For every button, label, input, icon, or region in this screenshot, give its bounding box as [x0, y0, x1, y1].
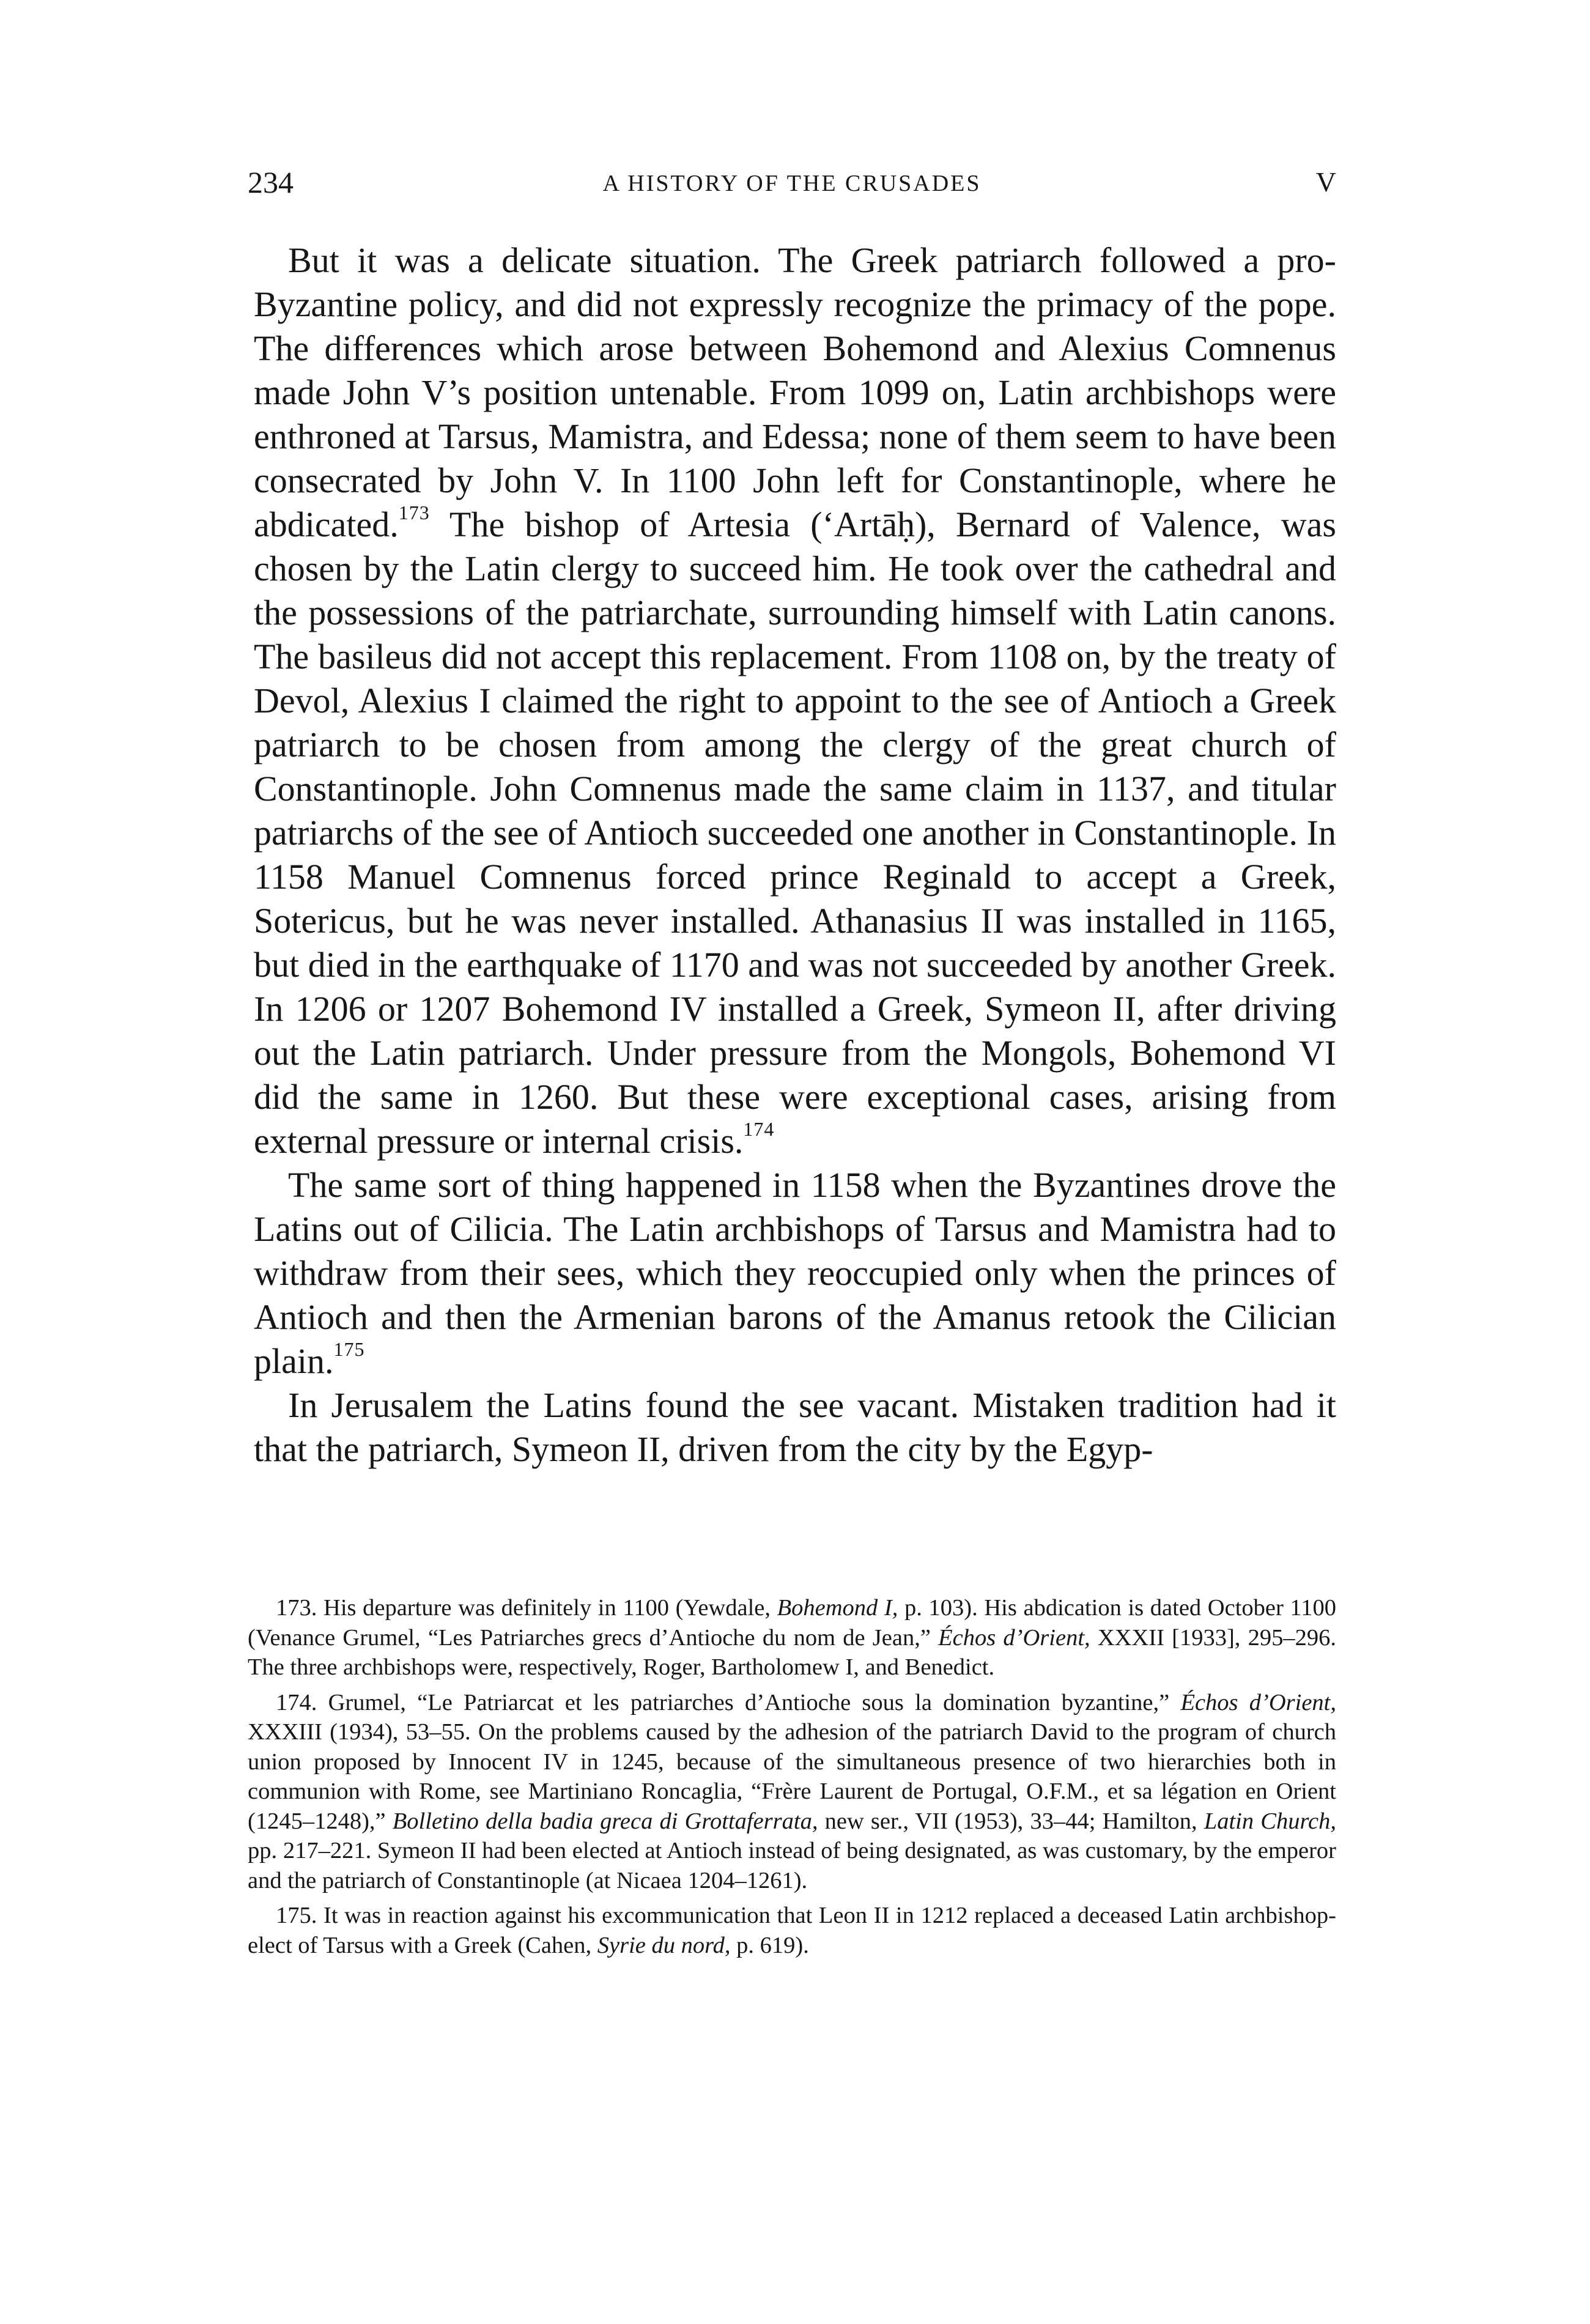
footnote-ref[interactable]: 175	[333, 1338, 365, 1360]
volume-number: V	[1315, 166, 1336, 198]
footnote-text: XXXIII (1934), 53–55. On the problems caused by the adhesion of the patriarch David to the program of church union proposed by Innocent IV in 1245, because of the simultaneous presence of two hierarchies both in communion with Rome, see Martiniano Roncaglia, “Frère Laurent de Portugal, O.F.M., et sa légation en Orient (1245–1248),”	[248, 1719, 1336, 1834]
footnote-text: new ser., VII (1953), 33–44; Hamilton,	[818, 1808, 1204, 1834]
citation-title: Latin Church,	[1204, 1808, 1336, 1834]
paragraph-text: The bishop of Artesia (‘Artāḥ), Bernard of Valence, was chosen by the Latin clergy to succeed him. He took over the cathedral and the possessions of the patriarchate, surrounding himself with Latin canons. The basileus did not accept this replacement. From 1108 on, by the treaty of Devol, Alexius I claimed the right to appoint to the see of Antioch a Greek patriarch to be chosen from among the clergy of the great church of Constantinople. John Comnenus made the same claim in 1137, and titular patriarchs of the see of Antioch succeeded one another in Constantinople. In 1158 Manuel Comnenus forced prince Reginald to accept a Greek, Sotericus, but he was never installed. Athanasius II was installed in 1165, but died in the earthquake of 1170 and was not succeeded by another Greek. In 1206 or 1207 Bohemond IV installed a Greek, Symeon II, after driving out the Latin patriarch. Under pressure from the Mongols, Bohemond VI did the same in 1260. But these were exceptional cases, arising from external pressure or internal crisis.	[254, 505, 1336, 1161]
footnote-175	[248, 1901, 1336, 1960]
footnote-174	[248, 1688, 1336, 1896]
main-text	[254, 239, 1336, 1471]
footnote-173	[248, 1593, 1336, 1682]
footnote-ref[interactable]: 173	[398, 501, 430, 524]
page-number: 234	[248, 165, 294, 199]
citation-title: Échos d’Orient,	[938, 1624, 1090, 1651]
citation-title: Syrie du nord,	[597, 1932, 731, 1958]
footnote-text: p. 103). His abdication is dated October 1100 (Venance Grumel, “Les Patriarches grecs d’Antioche du nom de Jean,”	[248, 1595, 1337, 1651]
footnotes	[248, 1593, 1336, 1966]
citation-title: Bohemond I,	[777, 1595, 898, 1621]
footnote-text: 174. Grumel, “Le Patriarcat et les patriarches d’Antioche sous la domination byzantine,”	[276, 1689, 1181, 1715]
paragraph-text: In Jerusalem the Latins found the see vacant. Mistaken tradition had it that the patriarch, Symeon II, driven from the city by the Egyp-	[254, 1385, 1336, 1469]
running-title: A HISTORY OF THE CRUSADES	[602, 171, 982, 196]
footnote-text: 175. It was in reaction against his excommunication that Leon II in 1212 replaced a deceased Latin archbishop-elect of Tarsus with a Greek (Cahen,	[248, 1903, 1336, 1958]
citation-title: Échos d’Orient,	[1180, 1689, 1336, 1715]
footnote-text: 173. His departure was definitely in 1100 (Yewdale,	[276, 1595, 777, 1621]
footnote-text: p. 619).	[730, 1932, 809, 1958]
footnote-ref[interactable]: 174	[743, 1118, 775, 1140]
paragraph	[254, 1163, 1336, 1383]
paragraph	[254, 239, 1336, 1163]
running-head	[248, 164, 1336, 201]
citation-title: Bolletino della badia greca di Grottaferrata,	[392, 1808, 818, 1834]
footnote-text: XXXII [1933], 295–296. The three archbishops were, respectively, Roger, Bartholomew I, and Benedict.	[248, 1624, 1336, 1680]
paragraph-text: But it was a delicate situation. The Greek patriarch followed a pro-Byzantine policy, and did not expressly recognize the primacy of the pope. The differences which arose between Bohemond and Alexius Comnenus made John V’s position untenable. From 1099 on, Latin archbishops were enthroned at Tarsus, Mamistra, and Edessa; none of them seem to have been consecrated by John V. In 1100 John left for Constantinople, where he abdicated.	[254, 240, 1336, 544]
paragraph-text: The same sort of thing happened in 1158 when the Byzantines drove the Latins out of Cilicia. The Latin archbishops of Tarsus and Mamistra had to withdraw from their sees, which they reoccupied only when the princes of Antioch and then the Armenian barons of the Amanus retook the Cilician plain.	[254, 1165, 1336, 1381]
paragraph	[254, 1383, 1336, 1471]
footnote-text: pp. 217–221. Symeon II had been elected at Antioch instead of being designated, as was customary, by the emperor and the patriarch of Constantinople (at Nicaea 1204–1261).	[248, 1838, 1336, 1893]
